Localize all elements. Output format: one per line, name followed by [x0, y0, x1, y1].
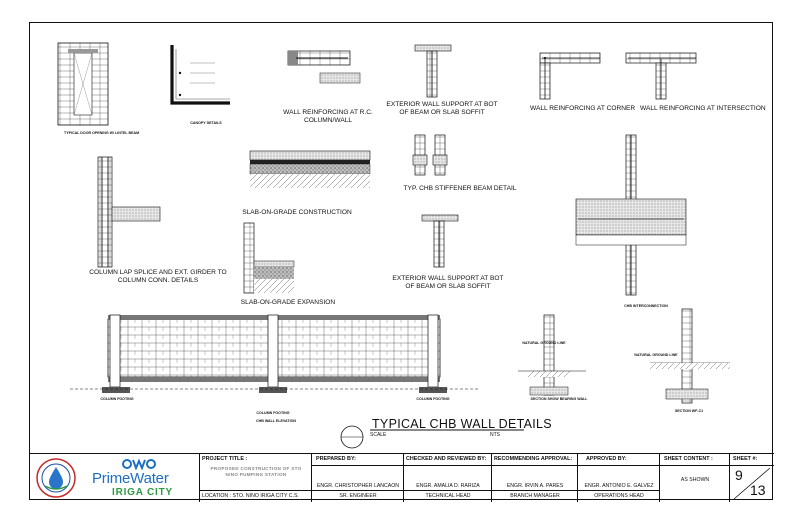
- approved-by-cell: [578, 454, 660, 502]
- approved-by-name: ENGR. ANTONIO E. GALVEZ: [584, 483, 654, 489]
- stiffener-detail: [413, 135, 447, 175]
- label-section-wf: SECTION WF-C1: [674, 409, 704, 413]
- label-section-bearing: SECTION SHOW BEARING WALL: [530, 397, 588, 401]
- checked-by-name: ENGR. AMALIA D. RARIZA: [416, 483, 480, 489]
- prepared-by-role: SR. ENGINEER: [339, 493, 377, 499]
- door-opening-detail: [58, 43, 108, 125]
- label-sog-expansion: SLAB-ON-GRADE EXPANSION: [240, 299, 336, 306]
- label-ext-support-1: EXTERIOR WALL SUPPORT AT BOT OF BEAM OR SLAB SOFFIT: [386, 101, 498, 116]
- approved-by-role: OPERATIONS HEAD: [594, 493, 644, 499]
- label-stiffener: TYP. CHB STIFFENER BEAM DETAIL: [403, 185, 517, 192]
- logo-text-bottom: IRIGA CITY: [112, 487, 173, 498]
- label-natural-ground-1: NATURAL GROUND LINE: [522, 341, 566, 345]
- canopy-detail: [172, 45, 230, 103]
- sog-construction-detail: [250, 151, 370, 188]
- logo-text-top: PrimeWater: [92, 470, 169, 487]
- label-canopy: CANOPY DETAILS: [190, 121, 222, 125]
- recommending-cell: [492, 454, 578, 502]
- label-natural-ground-2: NATURAL GROUND LINE: [634, 353, 678, 357]
- prepared-by-cell: [312, 454, 404, 502]
- checked-by-label: CHECKED AND REVIEWED BY:: [406, 456, 487, 462]
- drawing-area: [30, 23, 774, 453]
- project-title-cell: [200, 454, 312, 502]
- project-title-value: PROPOSED CONSTRUCTION OF STO NINO PUMPING STATION: [210, 466, 302, 477]
- label-column-footing-1: COLUMN FOOTING: [100, 397, 134, 401]
- chb-interconnection-detail: [576, 135, 686, 295]
- title-block: [30, 453, 774, 502]
- main-title: TYPICAL CHB WALL DETAILS: [372, 417, 552, 431]
- sheet-content-cell: [660, 454, 730, 502]
- project-title-label: PROJECT TITLE :: [202, 456, 248, 462]
- intersection-detail: [626, 53, 696, 99]
- wall-rc-detail: [288, 51, 360, 83]
- sheet-number-cell: [730, 454, 774, 502]
- sheet-number: 9: [735, 467, 743, 483]
- sheet-number-label: SHEET #:: [733, 456, 758, 462]
- ext-support-detail-2: [422, 215, 458, 267]
- label-intersection: WALL REINFORCING AT INTERSECTION: [640, 105, 766, 112]
- section-bearing-detail: [518, 315, 586, 395]
- label-column-footing-2: COLUMN FOOTING: [256, 411, 290, 415]
- chb-wall-elevation: [70, 315, 480, 393]
- recommending-name: ENGR. IRVIN A. PARES: [506, 483, 564, 489]
- scale-value: NTS: [490, 432, 500, 438]
- scale-label: SCALE: [370, 432, 387, 438]
- sog-expansion-detail: [244, 223, 294, 293]
- pw-badge-icon: [122, 457, 156, 470]
- label-ext-support-2: EXTERIOR WALL SUPPORT AT BOT OF BEAM OR SLAB SOFFIT: [392, 275, 504, 290]
- label-column-footing-3: COLUMN FOOTING: [416, 397, 450, 401]
- lap-splice-detail: [98, 157, 160, 267]
- label-sog-construction: SLAB-ON-GRADE CONSTRUCTION: [242, 209, 352, 216]
- drawing-sheet: [29, 22, 773, 500]
- label-corner: WALL REINFORCING AT CORNER: [530, 105, 636, 112]
- label-lap-splice: COLUMN LAP SPLICE AND EXT. GIRDER TO COLUMN CONN. DETAILS: [89, 269, 227, 284]
- recommending-role: BRANCH MANAGER: [510, 493, 560, 499]
- recommending-label: RECOMMENDING APPROVAL:: [494, 456, 573, 462]
- checked-by-cell: [404, 454, 492, 502]
- label-wall-rc: WALL REINFORCING AT R.C. COLUMN/WALL: [283, 109, 373, 124]
- location-label: LOCATION : STO. NINO IRIGA CITY C.S.: [202, 493, 299, 499]
- corner-detail: [540, 53, 600, 99]
- prepared-by-name: ENGR. CHRISTOPHER LANCAON: [316, 483, 400, 489]
- label-wall-elevation: CHB WALL ELEVATION: [256, 419, 296, 423]
- label-door-opening: TYPICAL DOOR OPENING W/ LINTEL BEAM: [64, 131, 140, 135]
- ext-support-detail-1: [415, 45, 451, 97]
- sheet-content-label: SHEET CONTENT :: [664, 456, 713, 462]
- checked-by-role: TECHNICAL HEAD: [425, 493, 471, 499]
- water-district-seal-icon: [36, 458, 76, 498]
- sheet-content-value: AS SHOWN: [680, 477, 710, 483]
- approved-by-label: APPROVED BY:: [586, 456, 627, 462]
- label-chb-interconnection: CHB INTERCONNECTION: [624, 304, 668, 308]
- logo-cell: [30, 454, 200, 502]
- prepared-by-label: PREPARED BY:: [316, 456, 356, 462]
- sheet-total: 13: [750, 482, 766, 498]
